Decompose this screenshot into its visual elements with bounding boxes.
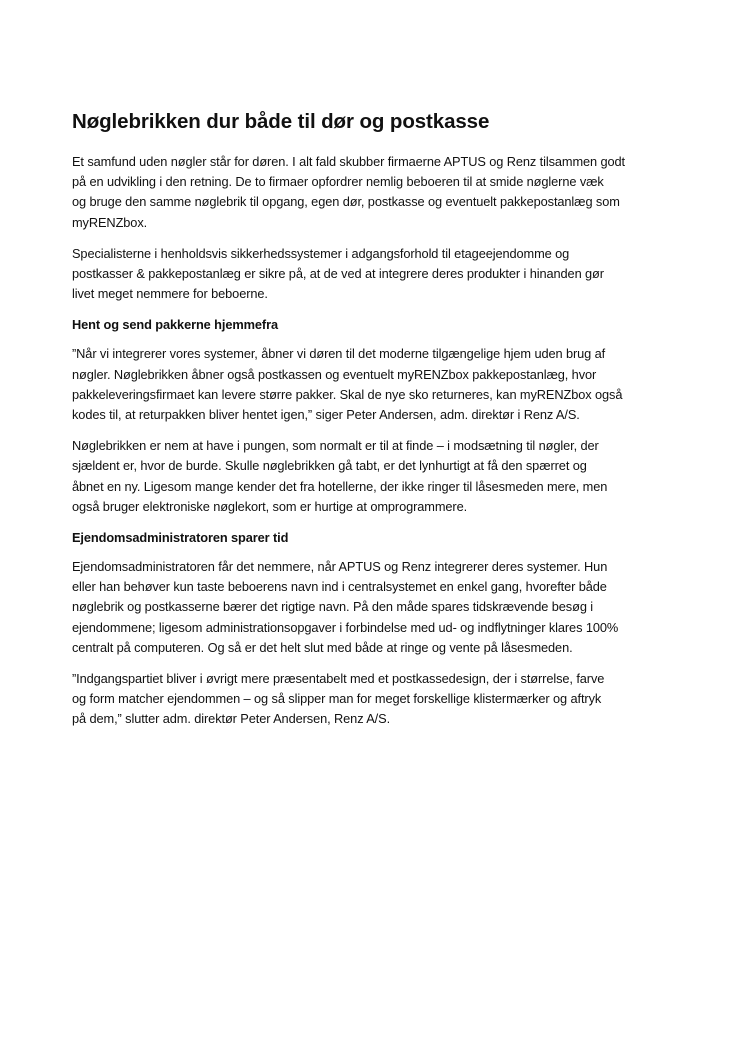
paragraph-line: Ejendomsadministratoren får det nemmere, når APTUS og Renz integrerer deres systemer. Hun — [72, 559, 608, 575]
body-paragraph — [72, 669, 682, 730]
paragraph-line: postkasser & pakkepostanlæg er sikre på, at de ved at integrere deres produkter i hinanden gør — [72, 266, 604, 282]
document-body — [72, 152, 682, 730]
section-heading: Hent og send pakkerne hjemmefra — [72, 317, 278, 333]
body-paragraph — [72, 344, 682, 425]
paragraph-line: centralt på computeren. Og så er det helt slut med både at ringe og vente på låsesmeden. — [72, 639, 573, 655]
paragraph-line: ejendommene; ligesom administrationsopgaver i forbindelse med ud- og indflytninger klares 100% — [72, 619, 619, 635]
paragraph-line: på en udvikling i den retning. De to firmaer opfordrer nemlig beboeren til at smide nøglerne væk — [72, 174, 604, 190]
paragraph-line: kodes til, at returpakken bliver hentet igen,” siger Peter Andersen, adm. direktør i Renz A/S. — [72, 407, 580, 423]
paragraph-line: på dem,” slutter adm. direktør Peter Andersen, Renz A/S. — [72, 711, 391, 727]
paragraph-line: myRENZbox. — [72, 214, 148, 230]
paragraph-line: pakkeleveringsfirmaet kan levere større pakker. Skal de nye sko returneres, kan myRENZbox også — [72, 386, 623, 402]
body-paragraph — [72, 557, 682, 658]
paragraph-line: ”Når vi integrerer vores systemer, åbner vi døren til det moderne tilgængelige hjem uden brug af — [72, 346, 606, 362]
paragraph-line: sjældent er, hvor de burde. Skulle nøglebrikken gå tabt, er det lynhurtigt at få den spærret og — [72, 458, 587, 474]
paragraph-line: eller han behøver kun taste beboerens navn ind i centralsystemet en enkel gang, hvorefter både — [72, 579, 607, 595]
paragraph-line: ”Indgangspartiet bliver i øvrigt mere præsentabelt med et postkassedesign, der i størrelse, farve — [72, 671, 605, 687]
paragraph-line: nøglebrik og postkasserne bærer det rigtige navn. På den måde spares tidskrævende besøg i — [72, 599, 594, 615]
paragraph-line: og form matcher ejendommen – og så slipper man for meget forskellige klistermærker og aftryk — [72, 691, 602, 707]
paragraph-line: og bruge den samme nøglebrik til opgang, egen dør, postkasse og eventuelt pakkepostanlæg som — [72, 194, 620, 210]
paragraph-line: også bruger elektroniske nøglekort, som er hurtige at omprogrammere. — [72, 498, 468, 514]
paragraph-line: nøgler. Nøglebrikken åbner også postkassen og eventuelt myRENZbox pakkepostanlæg, hvor — [72, 366, 597, 382]
section-heading: Ejendomsadministratoren sparer tid — [72, 530, 289, 546]
paragraph-line: Specialisterne i henholdsvis sikkerhedssystemer i adgangsforhold til etageejendomme og — [72, 245, 570, 261]
document-title: Nøglebrikken dur både til dør og postkasse — [72, 110, 490, 133]
paragraph-line: åbnet en ny. Ligesom mange kender det fra hotellerne, der ikke ringer til låsesmeden mere, men — [72, 478, 608, 494]
paragraph-line: Et samfund uden nøgler står for døren. I alt fald skubber firmaerne APTUS og Renz tilsammen godt — [72, 154, 626, 169]
body-paragraph — [72, 436, 682, 517]
body-paragraph — [72, 244, 682, 305]
paragraph-line: livet meget nemmere for beboerne. — [72, 286, 268, 302]
document-page — [72, 108, 682, 741]
paragraph-line: Nøglebrikken er nem at have i pungen, som normalt er til at finde – i modsætning til nøgler, der — [72, 438, 599, 454]
body-paragraph — [72, 152, 682, 233]
